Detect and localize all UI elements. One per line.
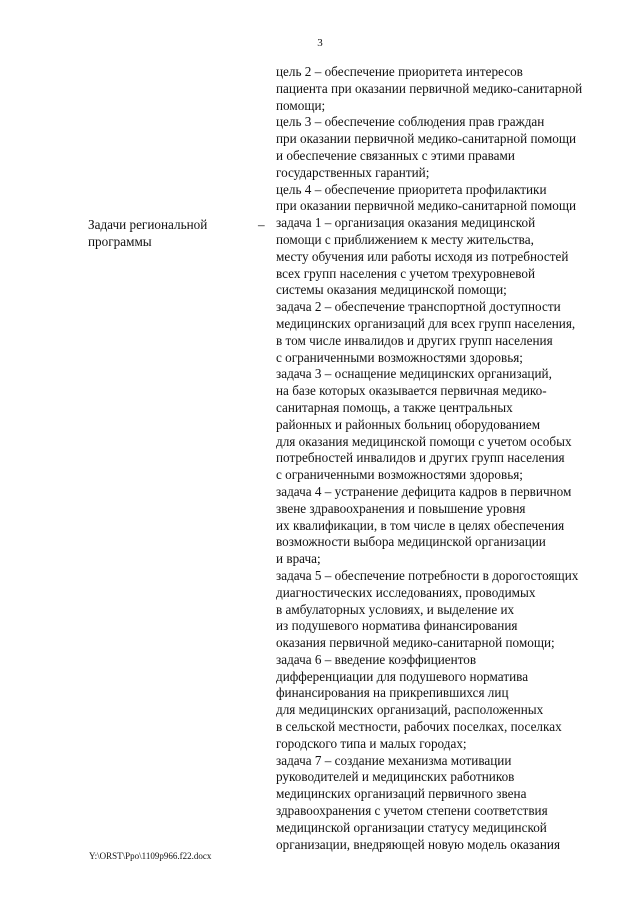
text-line: при оказании первичной медико-санитарной помощи: [276, 131, 577, 147]
program-tasks-text: [276, 64, 618, 853]
text-line: помощи;: [276, 97, 326, 113]
text-line: помощи с приближением к месту жительства,: [276, 231, 534, 247]
text-line: задача 1 – организация оказания медицинской: [276, 215, 536, 231]
text-line: санитарная помощь, а также центральных: [276, 399, 513, 415]
text-line: задача 6 – введение коэффициентов: [276, 651, 477, 667]
text-line: для медицинских организаций, расположенных: [276, 702, 544, 718]
text-line: из подушевого норматива финансирования: [276, 618, 518, 634]
text-line: цель 4 – обеспечение приоритета профилактики: [276, 181, 547, 197]
text-line: задача 7 – создание механизма мотивации: [276, 752, 512, 768]
text-line: на базе которых оказывается первичная медико-: [276, 383, 547, 399]
text-line: цель 2 – обеспечение приоритета интересов: [276, 64, 523, 79]
label-dash: –: [258, 217, 265, 232]
text-line: государственных гарантий;: [276, 164, 430, 180]
text-line: медицинских организаций для всех групп населения,: [276, 315, 576, 331]
text-line: районных и районных больниц оборудованием: [276, 416, 541, 432]
text-line: задача 4 – устранение дефицита кадров в первичном: [276, 483, 572, 499]
section-label-line: программы: [88, 233, 152, 249]
text-line: пациента при оказании первичной медико-санитарной: [276, 80, 583, 96]
file-path-footer: Y:\ORST\Ppo\1109p966.f22.docx: [89, 851, 212, 861]
text-line: системы оказания медицинской помощи;: [276, 282, 507, 298]
text-line: руководителей и медицинских работников: [276, 769, 515, 785]
text-line: потребностей инвалидов и других групп населения: [276, 450, 565, 466]
text-line: медицинской организации статусу медицинской: [276, 819, 547, 835]
text-line: оказания первичной медико-санитарной помощи;: [276, 635, 555, 651]
text-line: их квалификации, в том числе в целях обеспечения: [276, 517, 565, 533]
section-label: [88, 217, 256, 251]
text-line: задача 5 – обеспечение потребности в дорогостоящих: [276, 567, 579, 583]
text-line: задача 2 – обеспечение транспортной доступности: [276, 299, 561, 315]
text-line: при оказании первичной медико-санитарной помощи: [276, 198, 577, 214]
text-line: в сельской местности, рабочих поселках, поселках: [276, 719, 562, 735]
text-line: с ограниченными возможностями здоровья;: [276, 467, 523, 483]
text-line: городского типа и малых городах;: [276, 735, 467, 751]
page-number: 3: [317, 37, 323, 49]
text-line: в амбулаторных условиях, и выделение их: [276, 601, 515, 617]
text-line: и врача;: [276, 551, 321, 567]
text-line: финансирования на прикрепившихся лиц: [276, 685, 509, 701]
text-line: задача 3 – оснащение медицинских организаций,: [276, 366, 552, 382]
text-line: возможности выбора медицинской организации: [276, 534, 546, 550]
section-label-line: Задачи региональной: [88, 217, 208, 232]
text-line: и обеспечение связанных с этими правами: [276, 147, 515, 163]
text-line: всех групп населения с учетом трехуровневой: [276, 265, 536, 281]
text-line: звене здравоохранения и повышение уровня: [276, 500, 526, 516]
text-line: цель 3 – обеспечение соблюдения прав граждан: [276, 114, 545, 130]
text-line: для оказания медицинской помощи с учетом особых: [276, 433, 572, 449]
text-line: организации, внедряющей новую модель оказания: [276, 836, 561, 852]
text-line: месту обучения или работы исходя из потребностей: [276, 248, 569, 264]
text-line: дифференциации для подушевого норматива: [276, 668, 529, 684]
text-line: диагностических исследованиях, проводимых: [276, 584, 536, 600]
text-line: в том числе инвалидов и других групп населения: [276, 332, 553, 348]
text-line: с ограниченными возможностями здоровья;: [276, 349, 523, 365]
text-line: здравоохранения с учетом степени соответствия: [276, 803, 548, 819]
text-line: медицинских организаций первичного звена: [276, 786, 527, 802]
